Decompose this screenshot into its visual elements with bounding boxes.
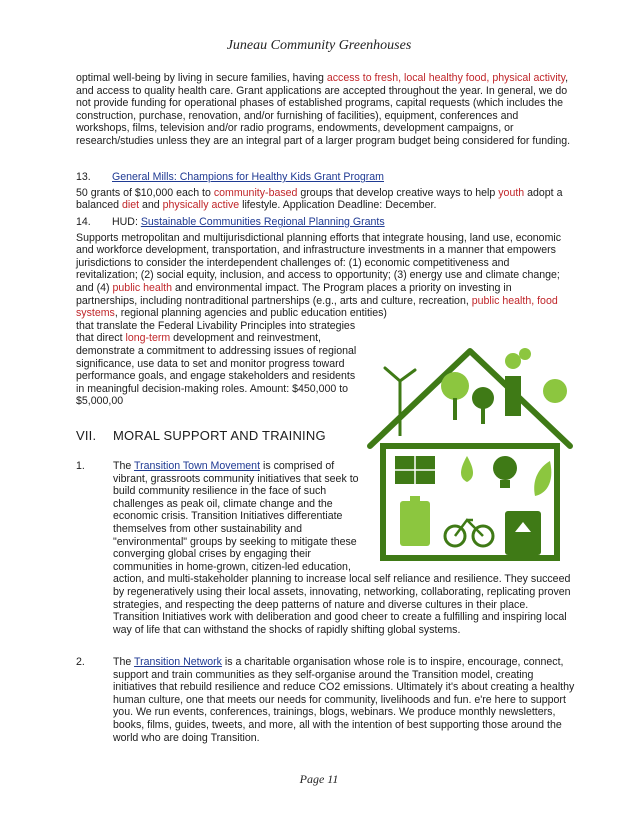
item14-line: demonstrate a commitment to addressing issues of regional xyxy=(76,344,357,357)
water-drop-icon xyxy=(461,456,473,482)
item14-line: that translate the Federal Livability Principles into strategies xyxy=(76,319,356,332)
list-line: themselves from other sustainability and xyxy=(113,522,303,535)
list-line: build community resilience in the face of such xyxy=(113,485,327,498)
green-house-illustration xyxy=(355,306,585,578)
item13-highlight-1: community-based xyxy=(213,186,298,199)
item14-prefix: HUD: xyxy=(112,216,141,228)
list-item-content xyxy=(113,656,575,744)
chimney-icon xyxy=(505,376,521,416)
list-line: vibrant, grassroots community initiatives that seek to xyxy=(113,472,359,485)
item14-highlight-3: long-term xyxy=(125,332,171,345)
intro-text-2: , and access to quality health care. Grant applications are accepted throughout the year. In general, we do not provide funding for operational phases of established programs, capital requests (which includes the construction, purchase, renovation, and/or furnishing of facilities), equipment, conferences and workshops, films, television and/or radio programs, endowments, development campaigns, or research/studies unless they are an integral part of a larger program budget being considered for funding. xyxy=(76,72,571,147)
item14-line: in meaningful decision-making roles. Amount: $450,000 to xyxy=(76,382,349,395)
item13-text-4: and xyxy=(139,199,163,212)
grant-item-13 xyxy=(76,171,572,212)
section-number: VII. xyxy=(76,428,97,443)
intro-paragraph xyxy=(76,72,572,148)
intro-highlight: access to fresh, local healthy food, physical activity xyxy=(326,72,566,84)
item14-line: performance goals, and engage stakeholders and residents xyxy=(76,370,356,383)
item14-line-text: development and reinvestment, xyxy=(170,332,321,345)
cloud-icon xyxy=(505,353,521,369)
page-footer: Page 11 xyxy=(299,772,339,786)
item14-highlight-2: public health, food systems xyxy=(76,294,558,320)
list-item xyxy=(76,656,576,756)
list-line: converging global crises by engaging their xyxy=(113,548,311,561)
list-text: The xyxy=(113,460,135,472)
transition-town-link[interactable]: Transition Town Movement xyxy=(134,460,261,472)
list-line: communities in home-grown, citizen-led education, xyxy=(113,560,351,573)
running-header: Juneau Community Greenhouses xyxy=(226,38,412,53)
item13-highlight-2: youth xyxy=(498,186,525,199)
list-text: is comprised of xyxy=(260,460,335,472)
item14-line xyxy=(76,332,361,345)
cloud-icon xyxy=(519,348,531,360)
item14-line-text: that direct xyxy=(76,332,126,345)
item13-highlight-4: physically active xyxy=(162,199,240,212)
item13-text-3: adopt a balanced xyxy=(76,186,563,212)
item13-text-5: lifestyle. Application Deadline: December. xyxy=(239,199,437,212)
item14-line: significance, use data to set and monitor progress toward xyxy=(76,357,345,370)
list-paragraph: action, and multi-stakeholder planning to increase local self reliance and resilience. They succeed by regeneratively using their local assets, innovating, networking, collaborating, replicating proven strategies, and respecting the deep patterns of nature and diverse cultures in their place. Transition Initiatives work with deliberation and good cheer to create a fulfilling and inspiring local way of life that can withstand the shocks of rapidly shifting global systems. xyxy=(113,573,571,636)
item14-narrow-block xyxy=(76,320,361,408)
item14-text-1: Supports metropolitan and multijurisdictional planning efforts that integrate housing, land use, economic and workforce development, transportation, and infrastructure investments in a manner that empowers jurisdictions to consider the interdependent challenges of: (1) economic competitiveness and revitalization; (2) social equity, inclusion, and access to opportunity; (3) energy use and climate change; and (4) xyxy=(76,231,562,294)
list-number: 2. xyxy=(76,656,85,668)
list-line: challenges as peak oil, climate change and the xyxy=(113,497,333,510)
tree-trunk-icon xyxy=(481,408,485,424)
recycle-bin-icon xyxy=(505,511,541,555)
item-number: 13. xyxy=(76,171,91,183)
item13-text-1: 50 grants of $10,000 each to xyxy=(76,186,214,199)
intro-text-1: optimal well-being by living in secure families, having xyxy=(76,72,327,84)
item14-text-3: , regional planning agencies and public education entities) xyxy=(114,307,387,320)
tree-trunk-icon xyxy=(453,398,457,420)
item-number: 14. xyxy=(76,216,91,228)
light-bulb-icon xyxy=(493,456,517,480)
list-number: 1. xyxy=(76,460,85,472)
turbine-blades-icon xyxy=(385,368,415,398)
list-text: The xyxy=(113,656,135,668)
item13-highlight-3: diet xyxy=(121,199,140,212)
sun-icon xyxy=(543,379,567,403)
list-item-narrow xyxy=(113,460,383,573)
item14-text-2: and environmental impact. The Program places a priority on investing in partnerships, including nontraditional partnerships (e.g., arts and culture, recreation, xyxy=(76,281,512,307)
hud-grants-link[interactable]: Sustainable Communities Regional Planning Grants xyxy=(140,216,385,228)
item14-highlight-1: public health xyxy=(112,281,173,294)
tree-icon xyxy=(441,372,469,400)
battery-icon xyxy=(400,501,430,546)
transition-network-link[interactable]: Transition Network xyxy=(134,656,222,668)
list-line: "environmental" groups by seeking to mitigate these xyxy=(113,535,357,548)
general-mills-link[interactable]: General Mills: Champions for Healthy Kids Grant Program xyxy=(112,171,385,183)
item14-line: $5,000,00 xyxy=(76,395,124,408)
list-text: is a charitable organisation whose role is to inspire, encourage, connect, support and train communities as they self-organise around the Transition model, creating initiatives that rebuild resilience and reduce CO2 emissions. Ultimately it's about creating a healthy human culture, one that meets our needs for community, livelihoods and fun. e're here to support you. We run events, conferences, trainings, blogs, webinars. We produce monthly newsletters, books, films, guides, tweets, and more, all with the intention of best supporting those around the world who are doing Transition. xyxy=(113,656,575,744)
item13-text-2: groups that develop creative ways to help xyxy=(297,186,499,199)
list-line: economic crisis. Transition Initiatives differentiate xyxy=(113,510,343,523)
leaf-icon xyxy=(534,461,551,496)
tree-icon xyxy=(472,387,494,409)
section-title: MORAL SUPPORT AND TRAINING xyxy=(113,428,326,443)
